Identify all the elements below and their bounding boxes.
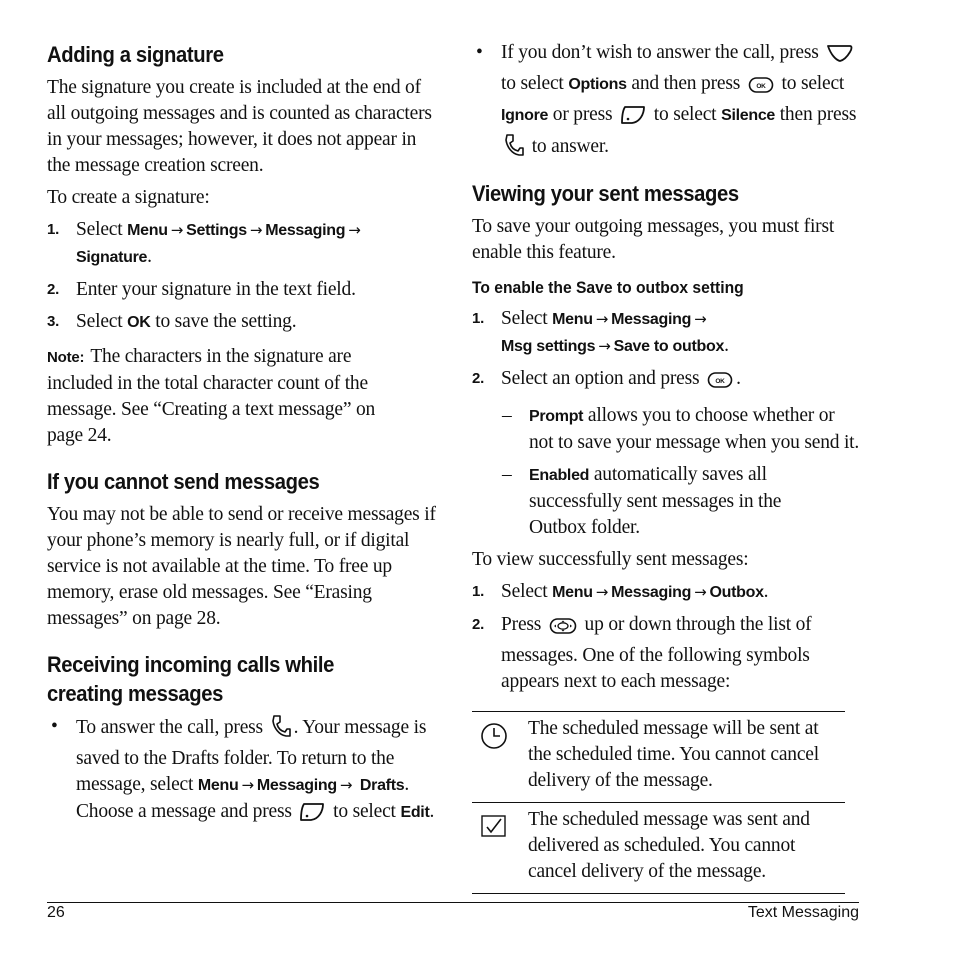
settings-label: Settings xyxy=(186,222,247,239)
note-label: Note: xyxy=(47,349,85,366)
symbol-description: The scheduled message was sent and delivered as scheduled. You cannot cancel delivery of the message. xyxy=(528,809,810,882)
signature-intro: The signature you create is included at the end of all outgoing messages and is counted as characters in your messages; however, it does not appear in the message creation screen. xyxy=(47,77,432,176)
symbol-description: The scheduled message will be sent at the scheduled time. You cannot cancel delivery of the message. xyxy=(528,718,819,791)
outbox-label: Outbox xyxy=(709,584,764,601)
arrow-icon: → xyxy=(694,310,707,328)
page-number: 26 xyxy=(47,904,65,921)
checkbox-check-icon xyxy=(480,826,508,843)
messaging-label: Messaging xyxy=(265,222,346,239)
view-step-2: 2. Press up or down through the list of messages. One of the following symbols appears next to each message: xyxy=(472,614,812,692)
signature-steps xyxy=(47,217,437,336)
arrow-icon: → xyxy=(170,221,184,239)
signature-step-3: 3. Select OK to save the setting. xyxy=(47,311,297,332)
arrow-icon: → xyxy=(595,583,609,601)
ok-key-icon xyxy=(707,371,733,397)
signature-label: Signature xyxy=(76,249,148,266)
signature-step-2: 2. Enter your signature in the text field. xyxy=(47,279,356,300)
heading-cannot-send: If you cannot send messages xyxy=(47,469,320,494)
phone-talk-key-icon xyxy=(271,714,291,746)
enabled-label: Enabled xyxy=(529,467,590,484)
ignore-label: Ignore xyxy=(501,107,549,124)
save-options xyxy=(472,403,862,541)
heading-adding-signature: Adding a signature xyxy=(47,42,224,67)
save-to-outbox-label: Save to outbox xyxy=(613,338,725,355)
drafts-label: Drafts xyxy=(359,777,405,794)
section-title: Text Messaging xyxy=(747,904,859,921)
navigation-key-icon xyxy=(549,617,577,643)
option-enabled: – Enabled automatically saves all successfully sent messages in the Outbox folder. xyxy=(502,464,782,538)
signature-to-create: To create a signature: xyxy=(47,187,210,208)
arrow-icon: → xyxy=(598,337,611,355)
svg-text:OK: OK xyxy=(756,83,766,90)
bullet-icon: • xyxy=(51,716,58,737)
menu-label: Menu xyxy=(197,777,239,794)
prompt-label: Prompt xyxy=(529,408,584,425)
receiving-bullet-2: • If you don’t wish to answer the call, press to select Options and then press OK to select Ignore or press to select Silence then press to answer. xyxy=(472,40,862,165)
heading-receiving-calls-line2: creating messages xyxy=(47,681,224,706)
view-sent-intro: To view successfully sent messages: xyxy=(472,549,749,570)
cannot-send-text: You may not be able to send or receive messages if your phone’s memory is nearly full, or if digital service is not available at the time. To free up memory, erase old messages. See “Erasing messages” on page 28. xyxy=(47,504,436,629)
arrow-icon: → xyxy=(595,310,609,328)
phone-talk-key-icon xyxy=(504,133,524,165)
receiving-bullet-1: • To answer the call, press . Your message is saved to the Drafts folder. To return to the message, select Menu → Messaging → Drafts. Choose a message and press to select Edit. xyxy=(47,714,437,830)
heading-receiving-calls-line1: Receiving incoming calls while xyxy=(47,652,335,677)
dash-icon: – xyxy=(502,405,512,426)
silence-label: Silence xyxy=(721,107,776,124)
note-text: The characters in the signature are included in the total character count of the message. See “Creating a text message” on page 24. xyxy=(47,346,376,446)
receiving-bullets-continued xyxy=(472,40,862,165)
arrow-icon: → xyxy=(339,776,353,794)
clock-icon xyxy=(480,737,508,754)
option-prompt: – Prompt allows you to choose whether or not to save your message when you send it. xyxy=(502,405,860,453)
viewing-intro: To save your outgoing messages, you must first enable this feature. xyxy=(472,216,835,263)
view-steps xyxy=(472,579,862,695)
heading-viewing-sent: Viewing your sent messages xyxy=(472,181,739,206)
footer-rule xyxy=(47,902,859,903)
menu-label: Menu xyxy=(127,222,168,239)
arrow-icon: → xyxy=(241,776,254,794)
arrow-icon: → xyxy=(249,221,263,239)
table-row xyxy=(472,803,845,894)
heading-enable-save-outbox: To enable the Save to outbox setting xyxy=(472,278,744,297)
right-softkey-icon xyxy=(620,105,646,133)
options-label: Options xyxy=(568,76,627,93)
edit-label: Edit xyxy=(400,804,430,821)
right-column xyxy=(472,40,862,894)
ok-label: OK xyxy=(127,314,151,331)
symbols-table xyxy=(472,711,845,894)
table-row xyxy=(472,712,845,803)
messaging-label: Messaging xyxy=(611,584,692,601)
menu-label: Menu xyxy=(552,584,593,601)
right-softkey-icon xyxy=(299,802,325,830)
note xyxy=(47,344,392,449)
arrow-icon: → xyxy=(694,583,707,601)
messaging-label: Messaging xyxy=(611,311,692,328)
menu-label: Menu xyxy=(552,311,593,328)
bullet-icon: • xyxy=(476,42,483,63)
svg-text:OK: OK xyxy=(715,378,725,385)
messaging-label: Messaging xyxy=(256,777,337,794)
left-softkey-icon xyxy=(826,43,854,71)
receiving-bullets xyxy=(47,714,437,830)
view-step-1: 1. Select Menu → Messaging → Outbox. xyxy=(472,581,769,602)
arrow-icon: → xyxy=(348,221,361,239)
enable-step-2: 2. Select an option and press OK . xyxy=(472,366,862,397)
msg-settings-label: Msg settings xyxy=(501,338,596,355)
signature-step-1: 1. Select Menu → Settings → Messaging → Signature. xyxy=(47,219,361,267)
enable-step-1: 1. Select Menu → Messaging → Msg settings → Save to outbox. xyxy=(472,308,729,356)
left-column xyxy=(47,40,437,830)
dash-icon: – xyxy=(502,464,512,485)
enable-steps xyxy=(472,306,862,397)
ok-key-icon xyxy=(748,76,774,102)
